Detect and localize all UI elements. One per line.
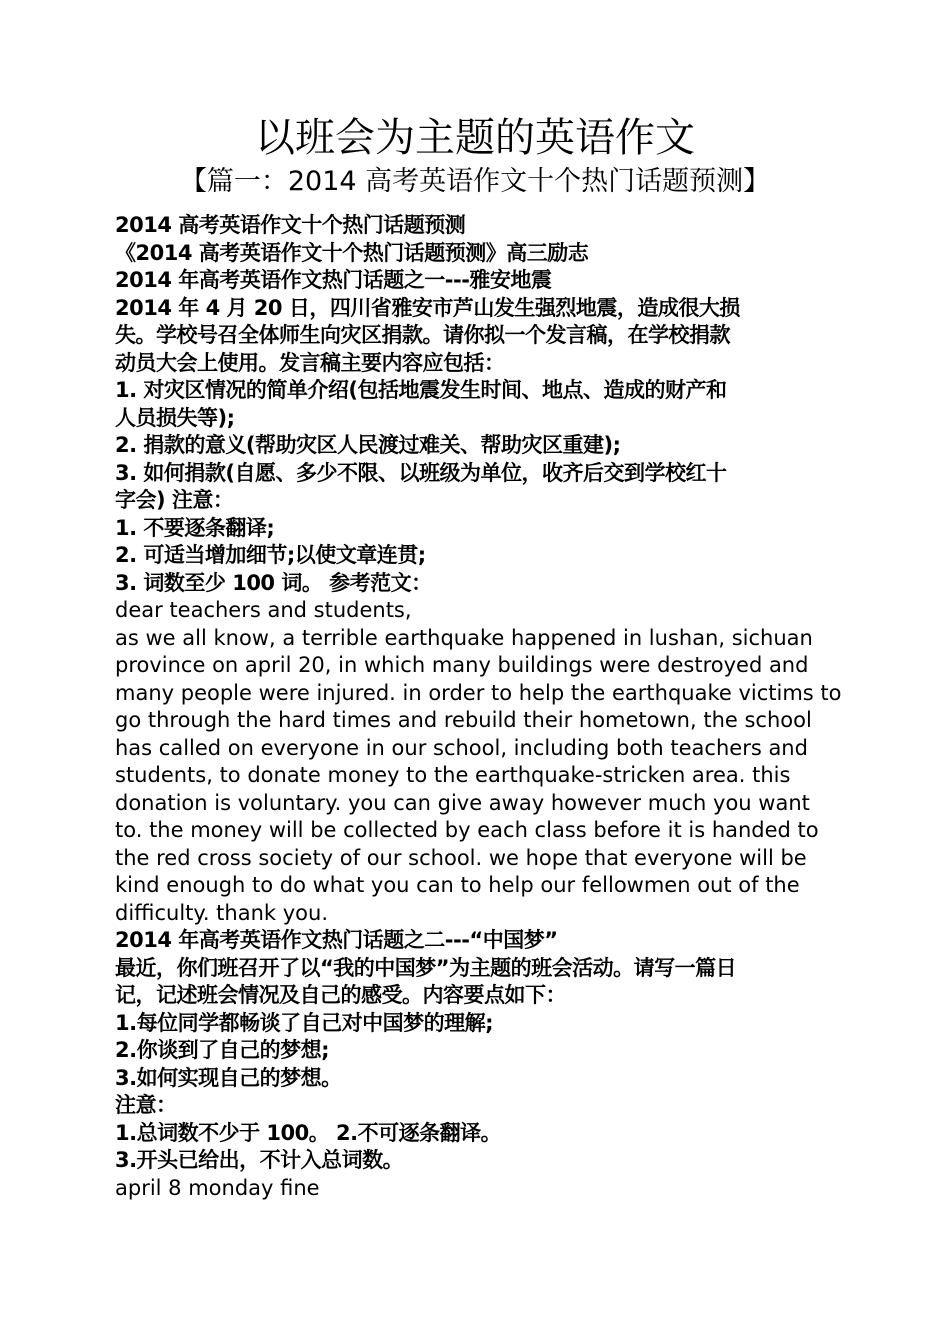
essay-line: as we all know, a terrible earthquake happened in lushan, sichuan [115,625,813,650]
page-subtitle: 【篇一：2014 高考英语作文十个热门话题预测】 [179,166,771,197]
text-line: 注意： [115,1093,177,1117]
essay-line: to. the money will be collected by each class before it is handed to [115,818,819,842]
essay-line: donation is voluntary. you can give away however much you want [115,790,810,815]
text-line: 3. 如何捐款(自愿、多少不限、以班级为单位，收齐后交到学校红十 [115,460,727,485]
essay-line: the red cross society of our school. we hope that everyone will be [115,845,807,870]
text-line: 2. 可适当增加细节;以使文章连贯; [115,543,426,567]
essay-line: difficulty. thank you. [115,900,328,925]
text-line: 记，记述班会情况及自己的感受。内容要点如下： [115,983,566,1007]
text-line: 人员损失等); [115,405,235,430]
essay-line: province on april 20, in which many buildings were destroyed and [115,653,809,677]
page-title: 以班会为主题的英语作文 [255,115,695,161]
text-line: 3.如何实现自己的梦想。 [115,1065,342,1090]
text-line: 1. 不要逐条翻译; [115,515,275,540]
essay-line: kind enough to do what you can to help our fellowmen out of the [115,873,800,897]
text-line: 2. 捐款的意义(帮助灾区人民渡过难关、帮助灾区重建); [115,433,621,457]
essay-line: dear teachers and students, [115,598,412,622]
text-line: 失。学校号召全体师生向灾区捐款。请你拟一个发言稿，在学校捐款 [115,323,730,347]
text-line: 2014 年 4 月 20 日，四川省雅安市芦山发生强烈地震，造成很大损 [115,295,740,320]
essay-line: april 8 monday fine [115,1175,320,1200]
text-line: 2014 高考英语作文十个热门话题预测 [115,213,466,237]
text-line: 3.开头已给出，不计入总词数。 [115,1148,404,1172]
essay-line: students, to donate money to the earthquake-stricken area. this [115,763,791,787]
text-line: 最近，你们班召开了以“我的中国梦”为主题的班会活动。请写一篇日 [115,955,737,980]
text-line: 1. 对灾区情况的简单介绍(包括地震发生时间、地点、造成的财产和 [115,378,727,402]
text-line: 3. 词数至少 100 词。 参考范文： [115,570,432,595]
essay-line: go through the hard times and rebuild their hometown, the school [115,708,812,732]
essay-line: many people were injured. in order to help the earthquake victims to [115,680,842,705]
text-line: 《2014 高考英语作文十个热门话题预测》高三励志 [115,240,589,265]
text-line: 1.每位同学都畅谈了自己对中国梦的理解; [115,1010,493,1035]
text-line: 2014 年高考英语作文热门话题之一---雅安地震 [115,268,552,292]
text-line: 1.总词数不少于 100。 2.不可逐条翻译。 [115,1120,502,1145]
text-line: 动员大会上使用。发言稿主要内容应包括： [115,350,505,375]
essay-line: has called on everyone in our school, including both teachers and [115,735,808,760]
document-body [115,212,845,1202]
text-line: 字会) 注意： [115,488,234,512]
text-line: 2014 年高考英语作文热门话题之二---“中国梦” [115,928,558,952]
text-line: 2.你谈到了自己的梦想; [115,1038,329,1062]
